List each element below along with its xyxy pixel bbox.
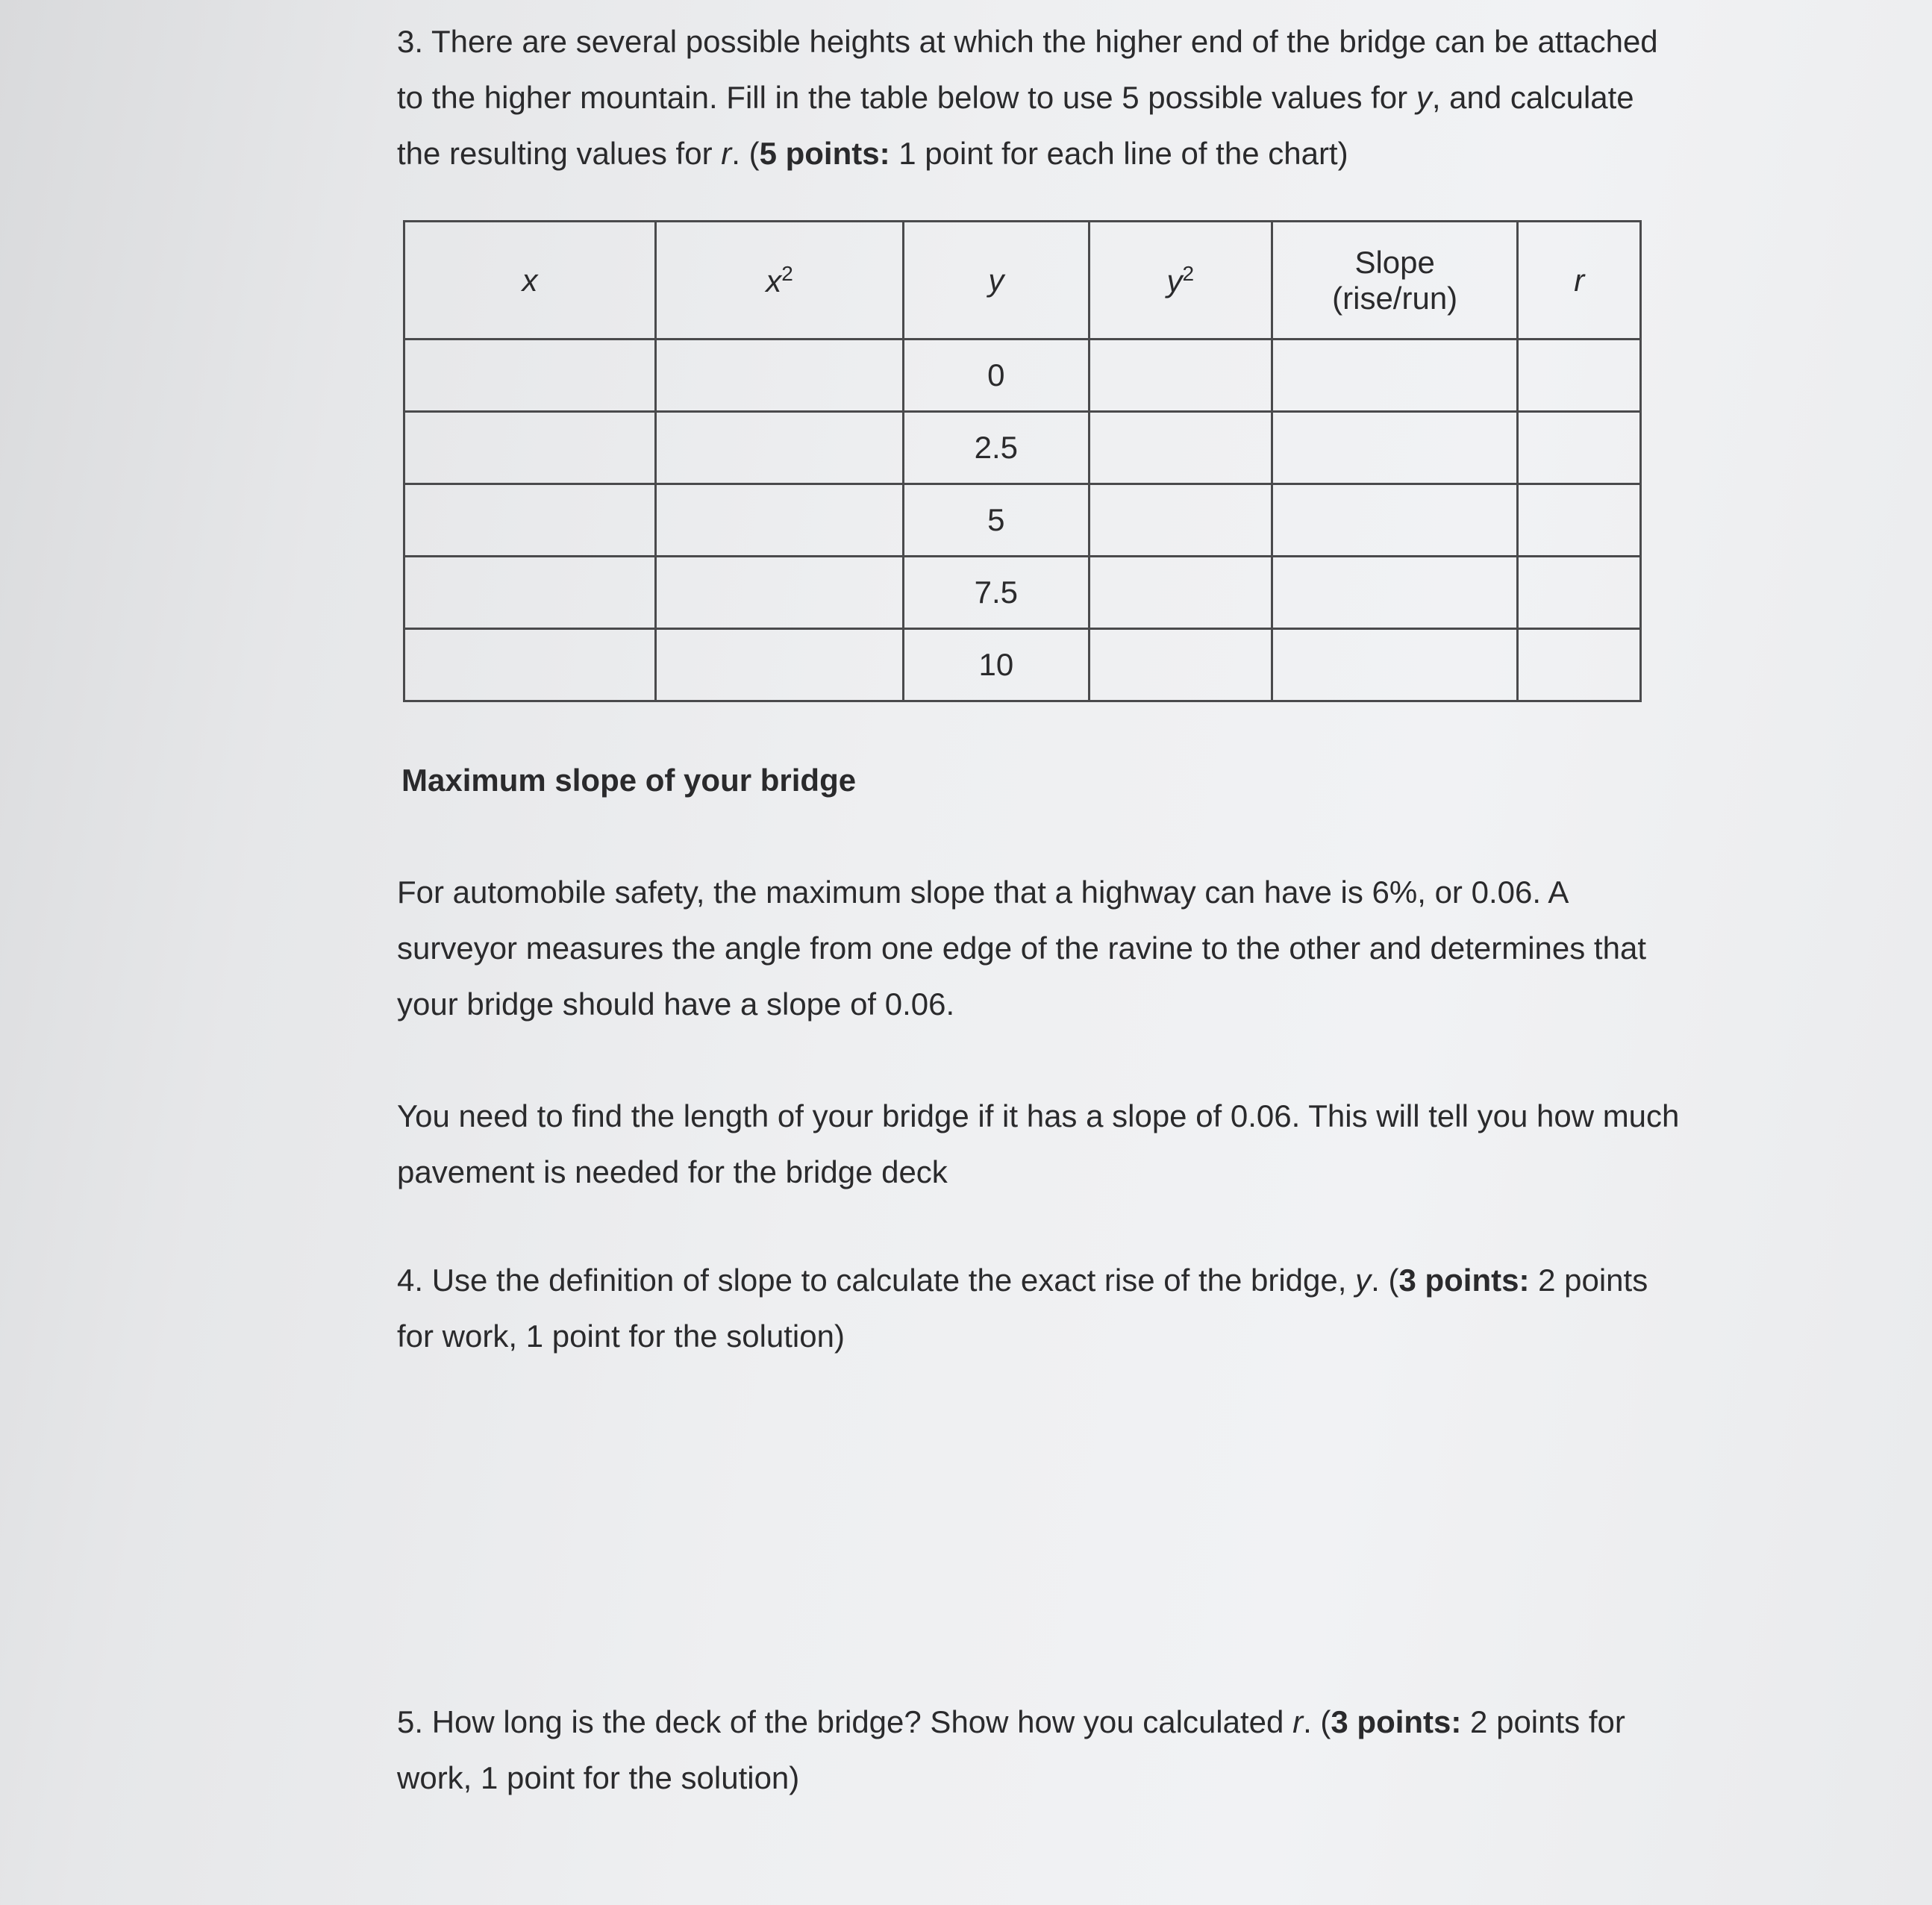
length-paragraph: You need to find the length of your bridge if it has a slope of 0.06. This will tell you how much pavement is needed for the bridge deck [397, 1098, 1680, 1189]
question-3-after-r: . ( [731, 136, 760, 171]
cell-y: 5 [904, 484, 1089, 557]
cell-y-squared[interactable] [1089, 340, 1272, 412]
cell-y: 10 [904, 629, 1089, 701]
cell-x[interactable] [404, 484, 656, 557]
cell-y-squared[interactable] [1089, 484, 1272, 557]
table-row [404, 412, 1641, 484]
header-x-squared: $x^2$ [656, 222, 904, 340]
cell-r[interactable] [1518, 629, 1641, 701]
question-5-text: 5. How long is the deck of the bridge? Show how you calculated [397, 1704, 1293, 1739]
table-row [404, 484, 1641, 557]
safety-paragraph: For automobile safety, the maximum slope that a highway can have is 6%, or 0.06. A surveyor measures the angle from one edge of the ravine to the other and determines that your bridge should have a slope of 0.06. [397, 875, 1646, 1022]
cell-slope[interactable] [1272, 412, 1518, 484]
cell-y-squared[interactable] [1089, 412, 1272, 484]
question-3-points-bold: 5 points: [759, 136, 890, 171]
question-3-intro: 3. There are several possible heights at which the higher end of the bridge can be attached to the higher mountain. Fill in the table below to use 5 possible values for [397, 24, 1658, 115]
question-5 [397, 1694, 1681, 1806]
question-3-mid: , and calculate the resulting values for [397, 80, 1634, 171]
question-5-var: r [1292, 1704, 1304, 1739]
cell-slope[interactable] [1272, 629, 1518, 701]
cell-x-squared[interactable] [656, 484, 904, 557]
cell-x[interactable] [404, 412, 656, 484]
question-3 [397, 13, 1681, 181]
table-header-row [404, 222, 1641, 340]
cell-y-squared[interactable] [1089, 629, 1272, 701]
question-4-points-bold: 3 points: [1398, 1263, 1530, 1298]
cell-x-squared[interactable] [656, 340, 904, 412]
cell-x-squared[interactable] [656, 629, 904, 701]
question-4 [397, 1252, 1681, 1364]
question-3-var-y: y [1416, 80, 1432, 115]
header-y: y [904, 222, 1089, 340]
cell-x-squared[interactable] [656, 557, 904, 629]
cell-x[interactable] [404, 340, 656, 412]
table-row [404, 340, 1641, 412]
question-3-var-r: r [721, 136, 732, 171]
cell-y-squared[interactable] [1089, 557, 1272, 629]
cell-x-squared[interactable] [656, 412, 904, 484]
header-r: r [1518, 222, 1641, 340]
cell-y: 2.5 [904, 412, 1089, 484]
cell-r[interactable] [1518, 340, 1641, 412]
cell-r[interactable] [1518, 484, 1641, 557]
table-row [404, 557, 1641, 629]
cell-slope[interactable] [1272, 557, 1518, 629]
section-heading-max-slope: Maximum slope of your bridge [401, 763, 857, 798]
question-4-after-var: . ( [1371, 1263, 1399, 1298]
cell-x[interactable] [404, 557, 656, 629]
cell-slope[interactable] [1272, 340, 1518, 412]
question-4-text: 4. Use the definition of slope to calculate the exact rise of the bridge, [397, 1263, 1356, 1298]
cell-slope[interactable] [1272, 484, 1518, 557]
values-table [403, 220, 1642, 702]
cell-r[interactable] [1518, 557, 1641, 629]
table-row [404, 629, 1641, 701]
cell-y: 0 [904, 340, 1089, 412]
question-5-points-bold: 3 points: [1331, 1704, 1462, 1739]
question-5-after-var: . ( [1303, 1704, 1331, 1739]
header-slope: Slope (rise/run) [1272, 222, 1518, 340]
header-x: x [404, 222, 656, 340]
question-4-var: y [1355, 1263, 1372, 1298]
question-3-points-rest: 1 point for each line of the chart) [890, 136, 1348, 171]
question-5-points-rest: 2 points for work, 1 point for the solution) [397, 1704, 1625, 1795]
question-4-points-rest: 2 points for work, 1 point for the solution) [397, 1263, 1648, 1354]
header-y-squared: $y^2$ [1089, 222, 1272, 340]
cell-y: 7.5 [904, 557, 1089, 629]
cell-r[interactable] [1518, 412, 1641, 484]
cell-x[interactable] [404, 629, 656, 701]
